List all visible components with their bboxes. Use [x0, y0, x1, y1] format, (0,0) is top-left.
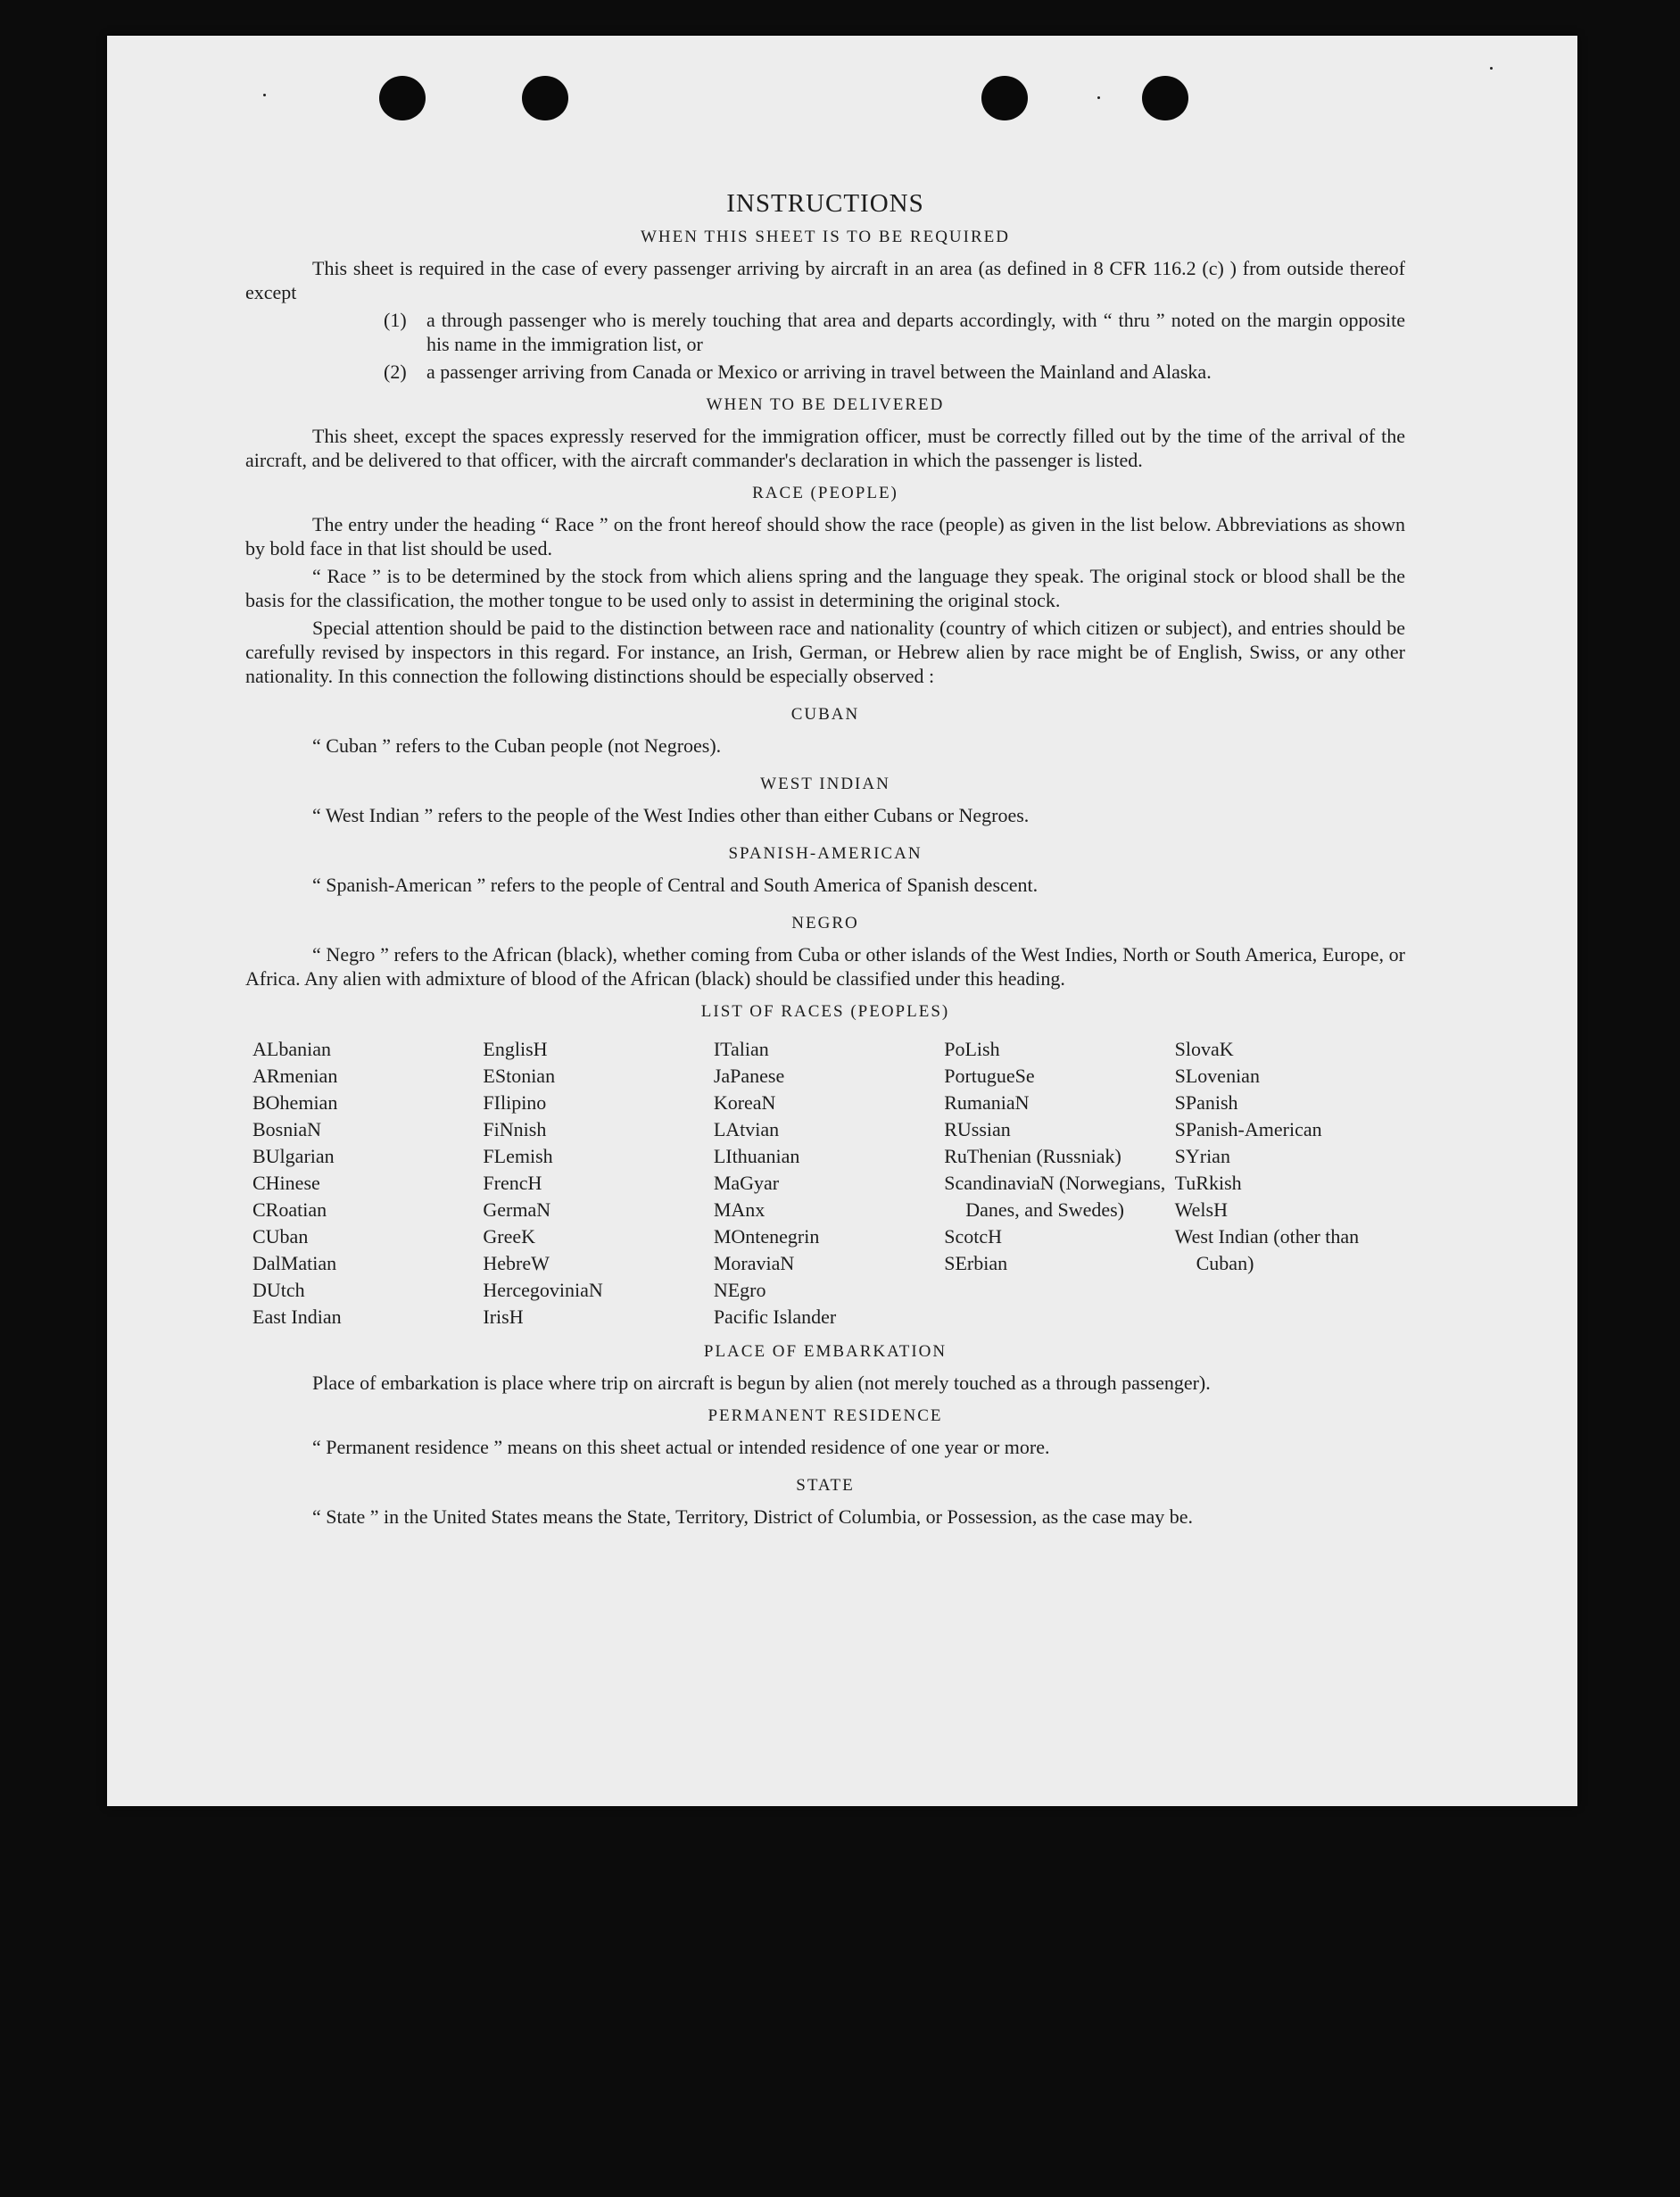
race-entry: ScandinaviaN (Norwegians, Danes, and Swedes) — [944, 1172, 1166, 1221]
race-entry: HercegoviniaN — [483, 1279, 603, 1301]
negro-paragraph: “ Negro ” refers to the African (black), whether coming from Cuba or other islands of the West Indies, North or South America, Europe, or Africa. Any alien with admixture of blood of the African (black) should be classified under this heading. — [245, 943, 1405, 990]
race-entry: PoLish — [944, 1038, 1000, 1060]
punch-hole — [1142, 76, 1188, 120]
document-sheet — [107, 36, 1577, 1806]
race-entry: JaPanese — [713, 1065, 785, 1087]
punch-hole — [379, 76, 426, 120]
race-entry: HebreW — [483, 1252, 550, 1274]
race-entry: FrencH — [483, 1172, 542, 1194]
section-heading-west-indian: WEST INDIAN — [760, 775, 890, 793]
race-entry: PortugueSe — [944, 1065, 1035, 1087]
race-entry: EnglisH — [483, 1038, 548, 1060]
section-heading-state: STATE — [796, 1476, 855, 1495]
race-entry: SLovenian — [1174, 1065, 1260, 1087]
race-entry: RUssian — [944, 1118, 1011, 1140]
race-entry: ScotcH — [944, 1225, 1002, 1248]
race-entry: LIthuanian — [713, 1145, 800, 1167]
race-entry: ALbanian — [252, 1038, 331, 1060]
section-heading-spanish-american: SPANISH-AMERICAN — [728, 844, 923, 863]
race-entry: Pacific Islander — [713, 1306, 837, 1328]
race-entry: SlovaK — [1174, 1038, 1234, 1060]
punch-hole — [981, 76, 1028, 120]
race-entry: FiNnish — [483, 1118, 547, 1140]
punch-hole — [522, 76, 568, 120]
race-entry: IrisH — [483, 1306, 524, 1328]
cuban-paragraph: “ Cuban ” refers to the Cuban people (not Negroes). — [312, 734, 722, 757]
race-entry: ITalian — [713, 1038, 769, 1060]
delivered-paragraph: This sheet, except the spaces expressly reserved for the immigration officer, must be correctly filled out by the time of the arrival of the aircraft, and be delivered to that officer, with the aircraft commander's declaration in which the passenger is listed. — [245, 425, 1405, 471]
races-column — [944, 1036, 1174, 1331]
race-entry: CUban — [252, 1225, 309, 1248]
exception-item — [384, 308, 1405, 356]
race-entry: RumaniaN — [944, 1091, 1030, 1114]
race-entry: FIlipino — [483, 1091, 547, 1114]
race-entry: LAtvian — [713, 1118, 780, 1140]
page-title: INSTRUCTIONS — [726, 189, 924, 218]
race-entry: GermaN — [483, 1198, 551, 1221]
section-heading-negro: NEGRO — [791, 914, 859, 933]
race-paragraph-1: The entry under the heading “ Race ” on the front hereof should show the race (people) as given in the list below. Abbreviations as shown by bold face in that list should be used. — [245, 513, 1405, 560]
speck — [263, 94, 266, 96]
exception-text: a passenger arriving from Canada or Mexico or arriving in travel between the Mainland and Alaska. — [426, 361, 1212, 383]
race-entry: SErbian — [944, 1252, 1008, 1274]
instructions-content — [245, 156, 1405, 1532]
race-entry: MoraviaN — [713, 1252, 795, 1274]
race-entry: East Indian — [252, 1306, 342, 1328]
race-entry: BosniaN — [252, 1118, 321, 1140]
race-entry: West Indian (other than Cuban) — [1174, 1225, 1360, 1274]
race-paragraph-2: “ Race ” is to be determined by the stock from which aliens spring and the language they speak. The original stock or blood shall be the basis for the classification, the mother tongue to be used only to assist in determining the original stock. — [245, 565, 1405, 611]
race-entry: TuRkish — [1174, 1172, 1242, 1194]
section-heading-embarkation: PLACE OF EMBARKATION — [703, 1342, 948, 1361]
race-entry: NEgro — [713, 1279, 766, 1301]
speck — [1490, 67, 1493, 70]
race-entry: SPanish-American — [1174, 1118, 1322, 1140]
race-entry: DalMatian — [252, 1252, 337, 1274]
race-paragraph-3: Special attention should be paid to the distinction between race and nationality (country of which citizen or subject), and entries should be carefully revised by inspectors in this regard. For instance, an Irish, German, or Hebrew alien by race might be of English, Swiss, or any other nationality. In this connection the following distinctions should be especially observed : — [245, 617, 1405, 687]
race-entry: FLemish — [483, 1145, 553, 1167]
speck — [1097, 96, 1100, 99]
spanish-american-paragraph: “ Spanish-American ” refers to the people of Central and South America of Spanish descent. — [312, 874, 1039, 896]
exception-item — [384, 360, 1405, 384]
west-indian-paragraph: “ West Indian ” refers to the people of the West Indies other than either Cubans or Negroes. — [312, 804, 1030, 826]
race-entry: SPanish — [1174, 1091, 1238, 1114]
exception-number: (1) — [384, 309, 407, 331]
race-entry: DUtch — [252, 1279, 305, 1301]
section-heading-races-list: LIST OF RACES (PEOPLES) — [700, 1002, 950, 1021]
race-entry: CHinese — [252, 1172, 320, 1194]
section-heading-race: RACE (PEOPLE) — [752, 484, 898, 502]
section-heading-delivered: WHEN TO BE DELIVERED — [706, 395, 945, 414]
state-paragraph: “ State ” in the United States means the State, Territory, District of Columbia, or Possession, as the case may be. — [312, 1505, 1194, 1528]
races-column — [714, 1036, 944, 1331]
race-entry: BUlgarian — [252, 1145, 335, 1167]
race-entry: ARmenian — [252, 1065, 338, 1087]
race-entry: MOntenegrin — [713, 1225, 820, 1248]
race-entry: CRoatian — [252, 1198, 327, 1221]
race-entry: GreeK — [483, 1225, 536, 1248]
residence-paragraph: “ Permanent residence ” means on this sheet actual or intended residence of one year or more. — [312, 1436, 1050, 1458]
exception-number: (2) — [384, 361, 407, 383]
section-heading-cuban: CUBAN — [790, 705, 860, 724]
race-entry: EStonian — [483, 1065, 556, 1087]
section-heading-residence: PERMANENT RESIDENCE — [708, 1406, 943, 1425]
race-entry: MAnx — [713, 1198, 766, 1221]
race-entry: KoreaN — [713, 1091, 776, 1114]
section-heading-required: WHEN THIS SHEET IS TO BE REQUIRED — [641, 228, 1010, 246]
races-column — [1175, 1036, 1405, 1331]
race-entry: BOhemian — [252, 1091, 338, 1114]
races-column — [483, 1036, 713, 1331]
embarkation-paragraph: Place of embarkation is place where trip on aircraft is begun by alien (not merely touched as a through passenger). — [312, 1372, 1211, 1394]
race-entry: MaGyar — [713, 1172, 780, 1194]
required-paragraph: This sheet is required in the case of every passenger arriving by aircraft in an area (as defined in 8 CFR 116.2 (c) ) from outside thereof except — [245, 257, 1405, 303]
race-entry: SYrian — [1174, 1145, 1230, 1167]
exception-text: a through passenger who is merely touching that area and departs accordingly, with “ thru ” noted on the margin opposite his name in the immigration list, or — [426, 309, 1405, 355]
race-entry: RuThenian (Russniak) — [944, 1145, 1121, 1167]
race-entry: WelsH — [1174, 1198, 1228, 1221]
races-column — [252, 1036, 483, 1331]
races-list — [252, 1036, 1405, 1331]
